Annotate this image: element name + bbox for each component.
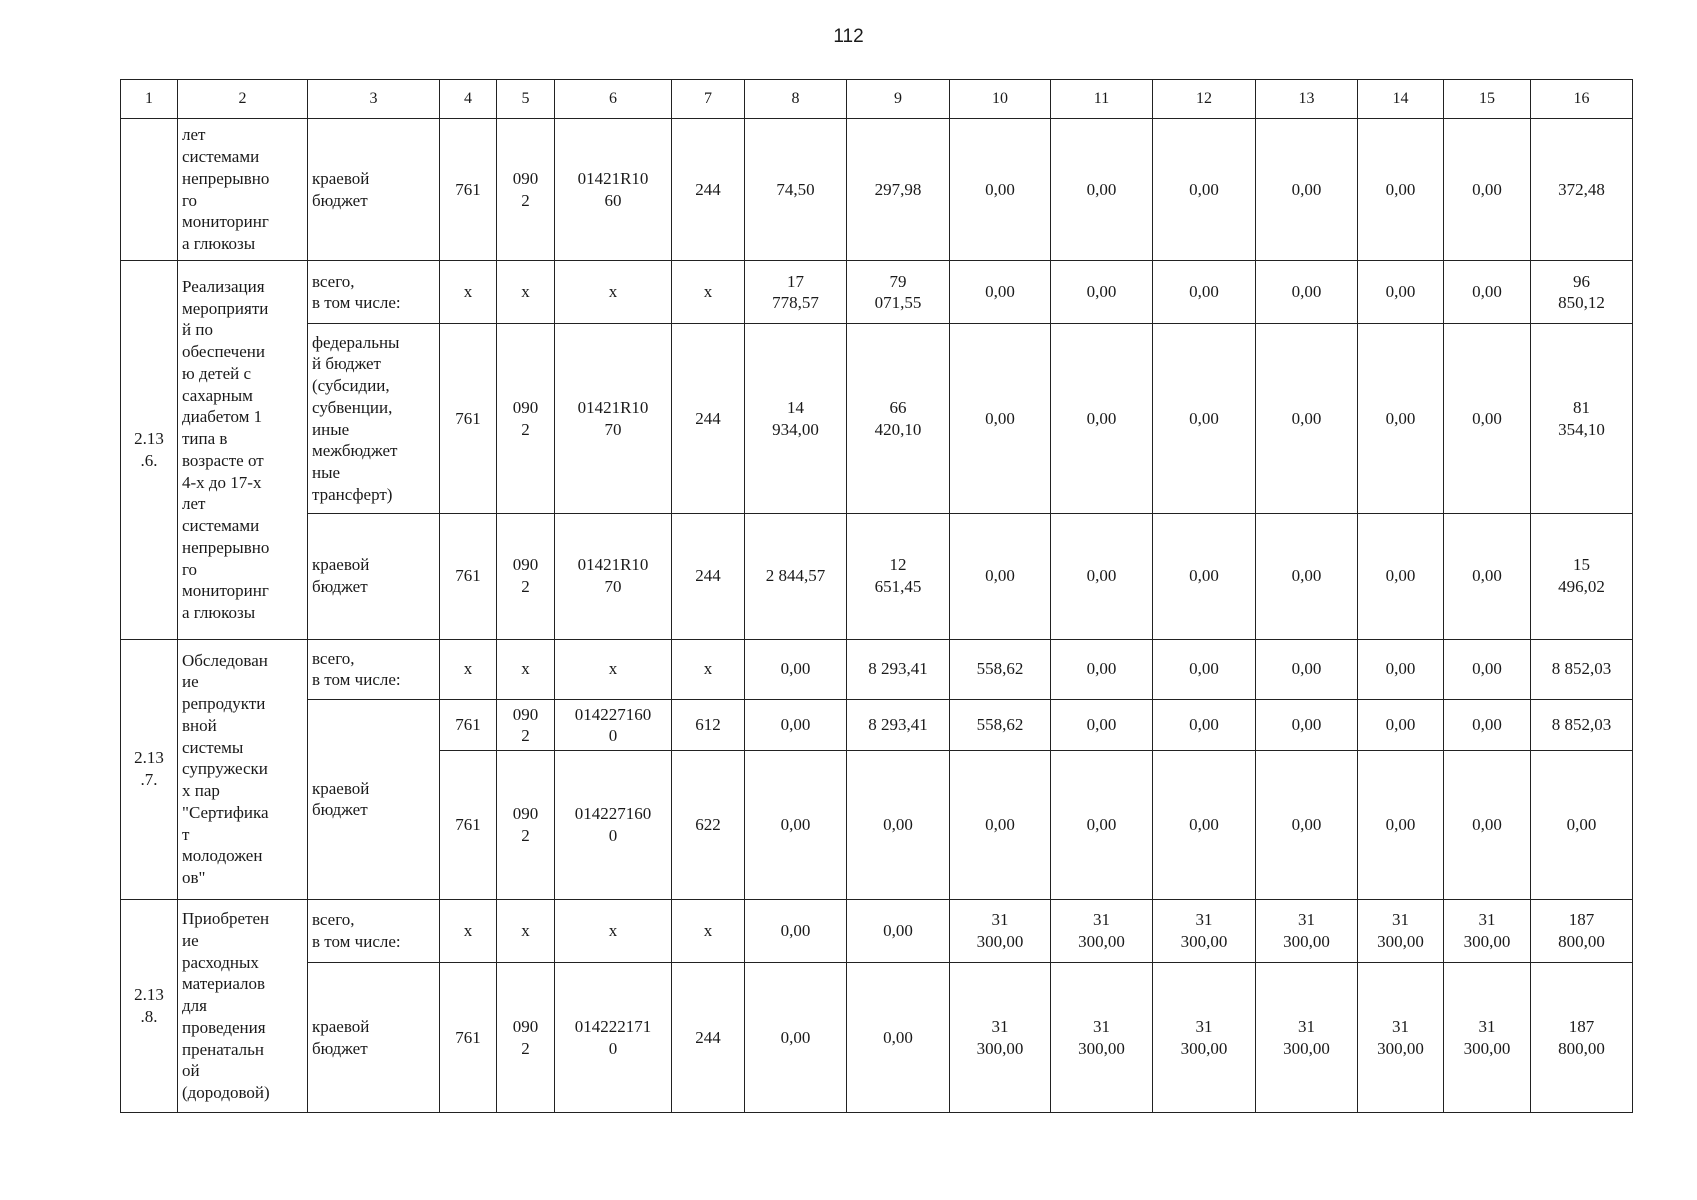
amount-col-16: 96 850,12 xyxy=(1531,261,1633,324)
amount-col-9: 0,00 xyxy=(847,751,950,899)
amount-col-15: 0,00 xyxy=(1444,639,1531,700)
amount-col-8: 0,00 xyxy=(745,899,847,962)
code-section: 090 2 xyxy=(497,963,555,1113)
item-name: Реализация мероприяти й по обеспечени ю детей с сахарным диабетом 1 типа в возрасте от 4-х до 17-х лет системами непрерывно го мониторинг а глюкозы xyxy=(178,261,308,639)
column-header-1: 1 xyxy=(121,80,178,119)
amount-col-8: 74,50 xyxy=(745,119,847,261)
item-name: лет системами непрерывно го мониторинг а глюкозы xyxy=(178,119,308,261)
amount-col-10: 558,62 xyxy=(950,700,1051,751)
item-name: Обследован ие репродукти вной системы супружески х пар "Сертифика т молодожен ов" xyxy=(178,639,308,899)
item-number: 2.13 .6. xyxy=(121,261,178,639)
amount-col-13: 0,00 xyxy=(1256,324,1358,514)
code-section: х xyxy=(497,261,555,324)
header-row xyxy=(121,80,1633,119)
code-expense-type: х xyxy=(672,899,745,962)
amount-col-16: 15 496,02 xyxy=(1531,513,1633,639)
amount-col-16: 0,00 xyxy=(1531,751,1633,899)
amount-col-8: 2 844,57 xyxy=(745,513,847,639)
item-number: 2.13 .8. xyxy=(121,899,178,1112)
amount-col-14: 0,00 xyxy=(1358,751,1444,899)
amount-col-8: 17 778,57 xyxy=(745,261,847,324)
code-ministry: 761 xyxy=(440,119,497,261)
table-row xyxy=(121,899,1633,962)
code-target-article: 01421R10 70 xyxy=(555,324,672,514)
column-header-8: 8 xyxy=(745,80,847,119)
amount-col-10: 558,62 xyxy=(950,639,1051,700)
table-row xyxy=(121,700,1633,751)
code-section: 090 2 xyxy=(497,119,555,261)
amount-col-13: 31 300,00 xyxy=(1256,963,1358,1113)
funding-source: всего, в том числе: xyxy=(308,261,440,324)
code-target-article: 01421R10 70 xyxy=(555,513,672,639)
amount-col-15: 0,00 xyxy=(1444,119,1531,261)
amount-col-13: 0,00 xyxy=(1256,119,1358,261)
table-row xyxy=(121,963,1633,1113)
code-expense-type: 244 xyxy=(672,119,745,261)
amount-col-16: 81 354,10 xyxy=(1531,324,1633,514)
amount-col-11: 0,00 xyxy=(1051,119,1153,261)
code-section: 090 2 xyxy=(497,324,555,514)
code-ministry: х xyxy=(440,899,497,962)
code-section: 090 2 xyxy=(497,513,555,639)
amount-col-16: 372,48 xyxy=(1531,119,1633,261)
amount-col-16: 187 800,00 xyxy=(1531,899,1633,962)
funding-source: федеральны й бюджет (субсидии, субвенции, иные межбюджет ные трансферт) xyxy=(308,324,440,514)
code-target-article: 01421R10 60 xyxy=(555,119,672,261)
amount-col-10: 0,00 xyxy=(950,119,1051,261)
column-header-12: 12 xyxy=(1153,80,1256,119)
amount-col-8: 14 934,00 xyxy=(745,324,847,514)
amount-col-14: 0,00 xyxy=(1358,700,1444,751)
amount-col-15: 0,00 xyxy=(1444,513,1531,639)
column-header-4: 4 xyxy=(440,80,497,119)
amount-col-8: 0,00 xyxy=(745,639,847,700)
code-expense-type: х xyxy=(672,639,745,700)
amount-col-16: 8 852,03 xyxy=(1531,639,1633,700)
amount-col-14: 0,00 xyxy=(1358,513,1444,639)
amount-col-9: 297,98 xyxy=(847,119,950,261)
column-header-16: 16 xyxy=(1531,80,1633,119)
code-expense-type: 244 xyxy=(672,963,745,1113)
amount-col-9: 0,00 xyxy=(847,963,950,1113)
amount-col-11: 0,00 xyxy=(1051,639,1153,700)
amount-col-12: 31 300,00 xyxy=(1153,963,1256,1113)
column-header-9: 9 xyxy=(847,80,950,119)
code-target-article: х xyxy=(555,639,672,700)
amount-col-9: 8 293,41 xyxy=(847,700,950,751)
table-row xyxy=(121,513,1633,639)
table-row xyxy=(121,261,1633,324)
column-header-7: 7 xyxy=(672,80,745,119)
code-ministry: 761 xyxy=(440,513,497,639)
amount-col-13: 0,00 xyxy=(1256,261,1358,324)
amount-col-12: 31 300,00 xyxy=(1153,899,1256,962)
code-expense-type: 622 xyxy=(672,751,745,899)
budget-table xyxy=(120,79,1633,1113)
code-ministry: х xyxy=(440,639,497,700)
code-section: 090 2 xyxy=(497,700,555,751)
column-header-10: 10 xyxy=(950,80,1051,119)
code-ministry: 761 xyxy=(440,751,497,899)
code-ministry: х xyxy=(440,261,497,324)
amount-col-14: 31 300,00 xyxy=(1358,963,1444,1113)
amount-col-11: 0,00 xyxy=(1051,700,1153,751)
amount-col-15: 31 300,00 xyxy=(1444,899,1531,962)
item-name: Приобретен ие расходных материалов для проведения пренатальн ой (дородовой) xyxy=(178,899,308,1112)
code-target-article: х xyxy=(555,899,672,962)
amount-col-11: 0,00 xyxy=(1051,513,1153,639)
amount-col-12: 0,00 xyxy=(1153,700,1256,751)
column-header-6: 6 xyxy=(555,80,672,119)
column-header-13: 13 xyxy=(1256,80,1358,119)
amount-col-15: 0,00 xyxy=(1444,751,1531,899)
funding-source: всего, в том числе: xyxy=(308,639,440,700)
code-target-article: х xyxy=(555,261,672,324)
code-expense-type: 612 xyxy=(672,700,745,751)
amount-col-12: 0,00 xyxy=(1153,324,1256,514)
amount-col-13: 0,00 xyxy=(1256,700,1358,751)
amount-col-12: 0,00 xyxy=(1153,513,1256,639)
amount-col-10: 31 300,00 xyxy=(950,899,1051,962)
amount-col-13: 0,00 xyxy=(1256,751,1358,899)
amount-col-15: 0,00 xyxy=(1444,324,1531,514)
column-header-14: 14 xyxy=(1358,80,1444,119)
amount-col-11: 0,00 xyxy=(1051,324,1153,514)
amount-col-9: 0,00 xyxy=(847,899,950,962)
amount-col-14: 0,00 xyxy=(1358,639,1444,700)
column-header-15: 15 xyxy=(1444,80,1531,119)
amount-col-16: 187 800,00 xyxy=(1531,963,1633,1113)
amount-col-15: 31 300,00 xyxy=(1444,963,1531,1113)
funding-source: краевой бюджет xyxy=(308,119,440,261)
column-header-2: 2 xyxy=(178,80,308,119)
code-ministry: 761 xyxy=(440,700,497,751)
column-header-5: 5 xyxy=(497,80,555,119)
amount-col-10: 0,00 xyxy=(950,324,1051,514)
item-number xyxy=(121,119,178,261)
table-row xyxy=(121,639,1633,700)
amount-col-11: 0,00 xyxy=(1051,261,1153,324)
code-section: 090 2 xyxy=(497,751,555,899)
amount-col-11: 31 300,00 xyxy=(1051,963,1153,1113)
code-target-article: 014227160 0 xyxy=(555,751,672,899)
code-section: х xyxy=(497,639,555,700)
item-number: 2.13 .7. xyxy=(121,639,178,899)
code-ministry: 761 xyxy=(440,324,497,514)
code-expense-type: х xyxy=(672,261,745,324)
code-expense-type: 244 xyxy=(672,324,745,514)
amount-col-16: 8 852,03 xyxy=(1531,700,1633,751)
amount-col-11: 31 300,00 xyxy=(1051,899,1153,962)
code-target-article: 014222171 0 xyxy=(555,963,672,1113)
amount-col-9: 79 071,55 xyxy=(847,261,950,324)
amount-col-13: 0,00 xyxy=(1256,639,1358,700)
amount-col-12: 0,00 xyxy=(1153,119,1256,261)
amount-col-13: 0,00 xyxy=(1256,513,1358,639)
table-row xyxy=(121,119,1633,261)
code-target-article: 014227160 0 xyxy=(555,700,672,751)
funding-source: краевой бюджет xyxy=(308,513,440,639)
amount-col-9: 12 651,45 xyxy=(847,513,950,639)
funding-source: краевой бюджет xyxy=(308,963,440,1113)
amount-col-13: 31 300,00 xyxy=(1256,899,1358,962)
amount-col-12: 0,00 xyxy=(1153,751,1256,899)
amount-col-10: 0,00 xyxy=(950,261,1051,324)
amount-col-9: 8 293,41 xyxy=(847,639,950,700)
amount-col-9: 66 420,10 xyxy=(847,324,950,514)
amount-col-12: 0,00 xyxy=(1153,639,1256,700)
amount-col-15: 0,00 xyxy=(1444,700,1531,751)
amount-col-10: 0,00 xyxy=(950,751,1051,899)
table-row xyxy=(121,324,1633,514)
amount-col-8: 0,00 xyxy=(745,963,847,1113)
column-header-3: 3 xyxy=(308,80,440,119)
amount-col-15: 0,00 xyxy=(1444,261,1531,324)
code-section: х xyxy=(497,899,555,962)
amount-col-14: 0,00 xyxy=(1358,119,1444,261)
column-header-11: 11 xyxy=(1051,80,1153,119)
page-number: 112 xyxy=(833,26,864,47)
amount-col-10: 31 300,00 xyxy=(950,963,1051,1113)
amount-col-14: 0,00 xyxy=(1358,261,1444,324)
amount-col-8: 0,00 xyxy=(745,751,847,899)
amount-col-14: 0,00 xyxy=(1358,324,1444,514)
funding-source: всего, в том числе: xyxy=(308,899,440,962)
amount-col-10: 0,00 xyxy=(950,513,1051,639)
code-ministry: 761 xyxy=(440,963,497,1113)
funding-source: краевой бюджет xyxy=(308,700,440,900)
amount-col-12: 0,00 xyxy=(1153,261,1256,324)
amount-col-11: 0,00 xyxy=(1051,751,1153,899)
amount-col-8: 0,00 xyxy=(745,700,847,751)
code-expense-type: 244 xyxy=(672,513,745,639)
amount-col-14: 31 300,00 xyxy=(1358,899,1444,962)
